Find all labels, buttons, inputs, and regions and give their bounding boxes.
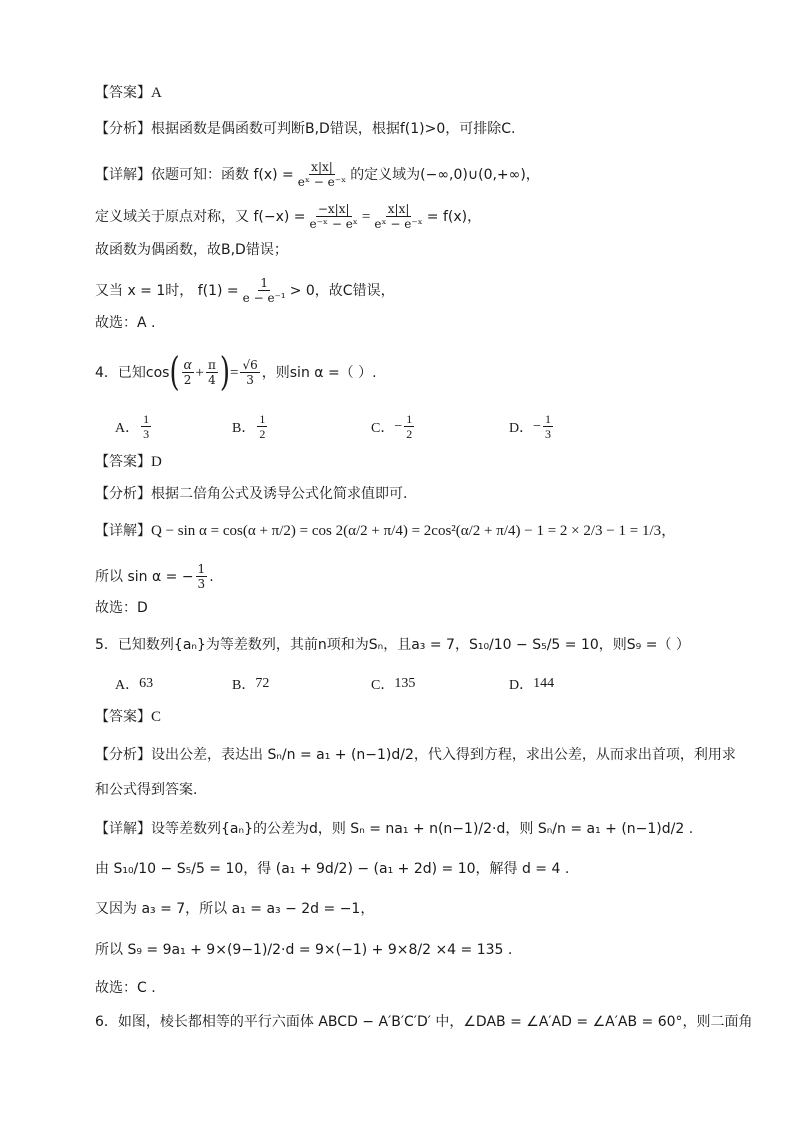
fraction-denominator: 3 — [545, 427, 552, 441]
option-label: A． — [115, 678, 140, 693]
detail-text: 所以 S₉ = 9a₁ + 9×(9−1)/2·d = 9×(−1) + 9×8/2 ×4 = 135 . — [95, 942, 513, 958]
question-text: ，则sin α =（ ）. — [261, 364, 377, 381]
option-label: D． — [509, 678, 534, 693]
detail-text: 的定义域为(−∞,0)∪(0,+∞)， — [350, 166, 540, 183]
fraction-denominator: 3 — [143, 427, 150, 441]
fraction — [404, 412, 414, 441]
fraction-denominator: e⁻ˣ − eˣ — [309, 217, 358, 231]
fraction-numerator: 1 — [143, 412, 150, 426]
fraction — [257, 412, 267, 441]
q3-detail-line-1 — [95, 160, 540, 189]
choice-text: 故选：A . — [95, 315, 156, 331]
option-d — [509, 412, 555, 441]
option-label: A． — [115, 420, 140, 436]
fraction-numerator: α — [183, 357, 192, 373]
option-d — [509, 674, 554, 694]
fraction-numerator: x|x| — [387, 202, 410, 216]
q3-detail-line-4 — [95, 276, 395, 305]
fraction — [372, 202, 424, 231]
q3-choice-line — [95, 313, 155, 333]
analysis-text: 和公式得到答案. — [95, 782, 198, 798]
fraction-numerator: √6 — [242, 358, 258, 372]
fraction-numerator: −x|x| — [317, 202, 350, 216]
detail-tag: 【详解】 — [95, 523, 151, 539]
q3-analysis-line — [95, 119, 515, 139]
detail-text: > 0，故C错误， — [289, 282, 395, 299]
fraction — [543, 412, 553, 441]
fraction-denominator: eˣ − e⁻ˣ — [374, 217, 423, 231]
q3-detail-line-3 — [95, 240, 288, 260]
fraction-denominator: e − e⁻¹ — [242, 291, 286, 305]
choice-text: 故选：D — [95, 600, 148, 616]
fraction-numerator: π — [207, 358, 216, 372]
analysis-tag: 【分析】 — [95, 121, 151, 137]
option-label: C． — [371, 420, 395, 436]
option-value: 144 — [533, 676, 555, 691]
fraction — [308, 202, 360, 231]
option-value: 63 — [139, 676, 154, 691]
detail-text: 设等差数列{aₙ}的公差为d，则 Sₙ = na₁ + n(n−1)/2·d，则 Sₙ/n = a₁ + (n−1)d/2 . — [151, 821, 694, 837]
fraction-denominator: 2 — [183, 373, 192, 387]
choice-text: 故选：C . — [95, 980, 156, 996]
option-a — [115, 412, 153, 441]
equals-sign: = — [230, 364, 239, 381]
analysis-text: 根据二倍角公式及诱导公式化简求值即可. — [151, 486, 408, 502]
fraction — [241, 276, 288, 305]
equals-sign: = — [361, 208, 371, 225]
q5-stem-line — [95, 635, 690, 655]
option-value: 135 — [394, 676, 416, 691]
fraction — [240, 358, 259, 387]
option-b — [232, 674, 269, 694]
detail-text: . — [209, 568, 214, 585]
q4-analysis-line — [95, 484, 407, 504]
fraction-numerator: 1 — [259, 412, 266, 426]
q5-detail-line-4 — [95, 940, 512, 960]
option-b — [232, 412, 269, 441]
fraction — [206, 358, 218, 387]
q5-analysis-line-1 — [95, 745, 736, 765]
option-a — [115, 674, 153, 694]
q5-detail-line-1 — [95, 819, 693, 839]
detail-text: 又因为 a₃ = 7，所以 a₁ = a₃ − 2d = −1， — [95, 901, 375, 917]
fraction-numerator: 1 — [197, 562, 206, 576]
option-label: C． — [371, 678, 395, 693]
fraction-denominator: 4 — [208, 373, 216, 387]
answer-tag: 【答案】 — [95, 85, 151, 101]
answer-value: C — [151, 709, 162, 725]
option-c — [371, 674, 415, 694]
fraction-numerator: 1 — [260, 276, 268, 290]
answer-tag: 【答案】 — [95, 709, 151, 725]
detail-formula: Q − sin α = cos(α + π/2) = cos 2(α/2 + π/4) = 2cos²(α/2 + π/4) − 1 = 2 × 2/3 − 1 = 1/3， — [151, 523, 677, 539]
q5-choice-line — [95, 978, 156, 998]
answer-value: D — [151, 454, 162, 470]
q4-choice-line — [95, 598, 148, 618]
detail-text: 定义域关于原点对称，又 f(−x) = — [95, 208, 306, 225]
q4-stem-line — [95, 350, 377, 395]
fraction-numerator: x|x| — [311, 160, 333, 174]
plus-sign: + — [195, 364, 204, 381]
detail-text: 故函数为偶函数，故B,D错误； — [95, 242, 288, 258]
q6-stem-line — [95, 1012, 753, 1032]
question-text: 4．已知cos — [95, 364, 170, 381]
answer-tag: 【答案】 — [95, 454, 151, 470]
fraction-denominator: 2 — [259, 427, 266, 441]
fraction — [182, 358, 194, 387]
fraction — [196, 562, 208, 591]
q5-detail-line-3 — [95, 899, 374, 919]
detail-text: 所以 sin α = − — [95, 568, 194, 585]
detail-text: 依题可知：函数 f(x) = — [151, 166, 294, 183]
fraction — [141, 412, 151, 441]
detail-text: 由 S₁₀/10 − S₅/5 = 10，得 (a₁ + 9d/2) − (a₁ + 2d) = 10，解得 d = 4 . — [95, 861, 570, 877]
fraction-denominator: eˣ − e⁻ˣ — [297, 175, 347, 189]
detail-text: 又当 x = 1时， f(1) = — [95, 282, 239, 299]
analysis-text: 设出公差，表达出 Sₙ/n = a₁ + (n−1)d/2，代入得到方程，求出公差，从而求出首项，利用求 — [151, 747, 736, 763]
analysis-text: 根据函数是偶函数可判断B,D错误，根据f(1)>0，可排除C. — [151, 121, 516, 137]
fraction-numerator: 1 — [545, 412, 552, 426]
option-sign: − — [394, 418, 403, 434]
detail-text: = f(x)， — [426, 208, 482, 225]
q3-answer-line — [95, 83, 162, 103]
answer-value: A — [151, 85, 162, 101]
q4-answer-line — [95, 452, 162, 472]
option-c — [371, 412, 416, 441]
paren-right: ) — [219, 350, 231, 395]
option-label: B． — [232, 420, 256, 436]
analysis-tag: 【分析】 — [95, 747, 151, 763]
option-sign: − — [533, 418, 542, 434]
detail-tag: 【详解】 — [95, 821, 151, 837]
paren-left: ( — [169, 350, 180, 395]
q3-detail-line-2 — [95, 202, 481, 231]
detail-tag: 【详解】 — [95, 166, 151, 183]
fraction — [296, 160, 348, 189]
fraction-denominator: 3 — [197, 577, 206, 591]
fraction-denominator: 3 — [246, 373, 254, 387]
q5-analysis-line-2 — [95, 780, 197, 800]
q5-detail-line-2 — [95, 859, 569, 879]
q5-answer-line — [95, 707, 161, 727]
option-label: D． — [509, 420, 534, 436]
question-text: 5．已知数列{aₙ}为等差数列，其前n项和为Sₙ，且a₃ = 7，S₁₀/10 − S₅/5 = 10，则S₉ =（ ） — [95, 637, 690, 653]
fraction-denominator: 2 — [406, 427, 413, 441]
option-label: B． — [232, 678, 256, 693]
analysis-tag: 【分析】 — [95, 486, 151, 502]
fraction-numerator: 1 — [406, 412, 413, 426]
question-text: 6．如图，棱长都相等的平行六面体 ABCD − A′B′C′D′ 中，∠DAB = ∠A′AD = ∠A′AB = 60°，则二面角 — [95, 1014, 753, 1030]
q4-detail-line-2 — [95, 562, 214, 591]
option-value: 72 — [255, 676, 270, 691]
q4-detail-line-1 — [95, 521, 676, 541]
